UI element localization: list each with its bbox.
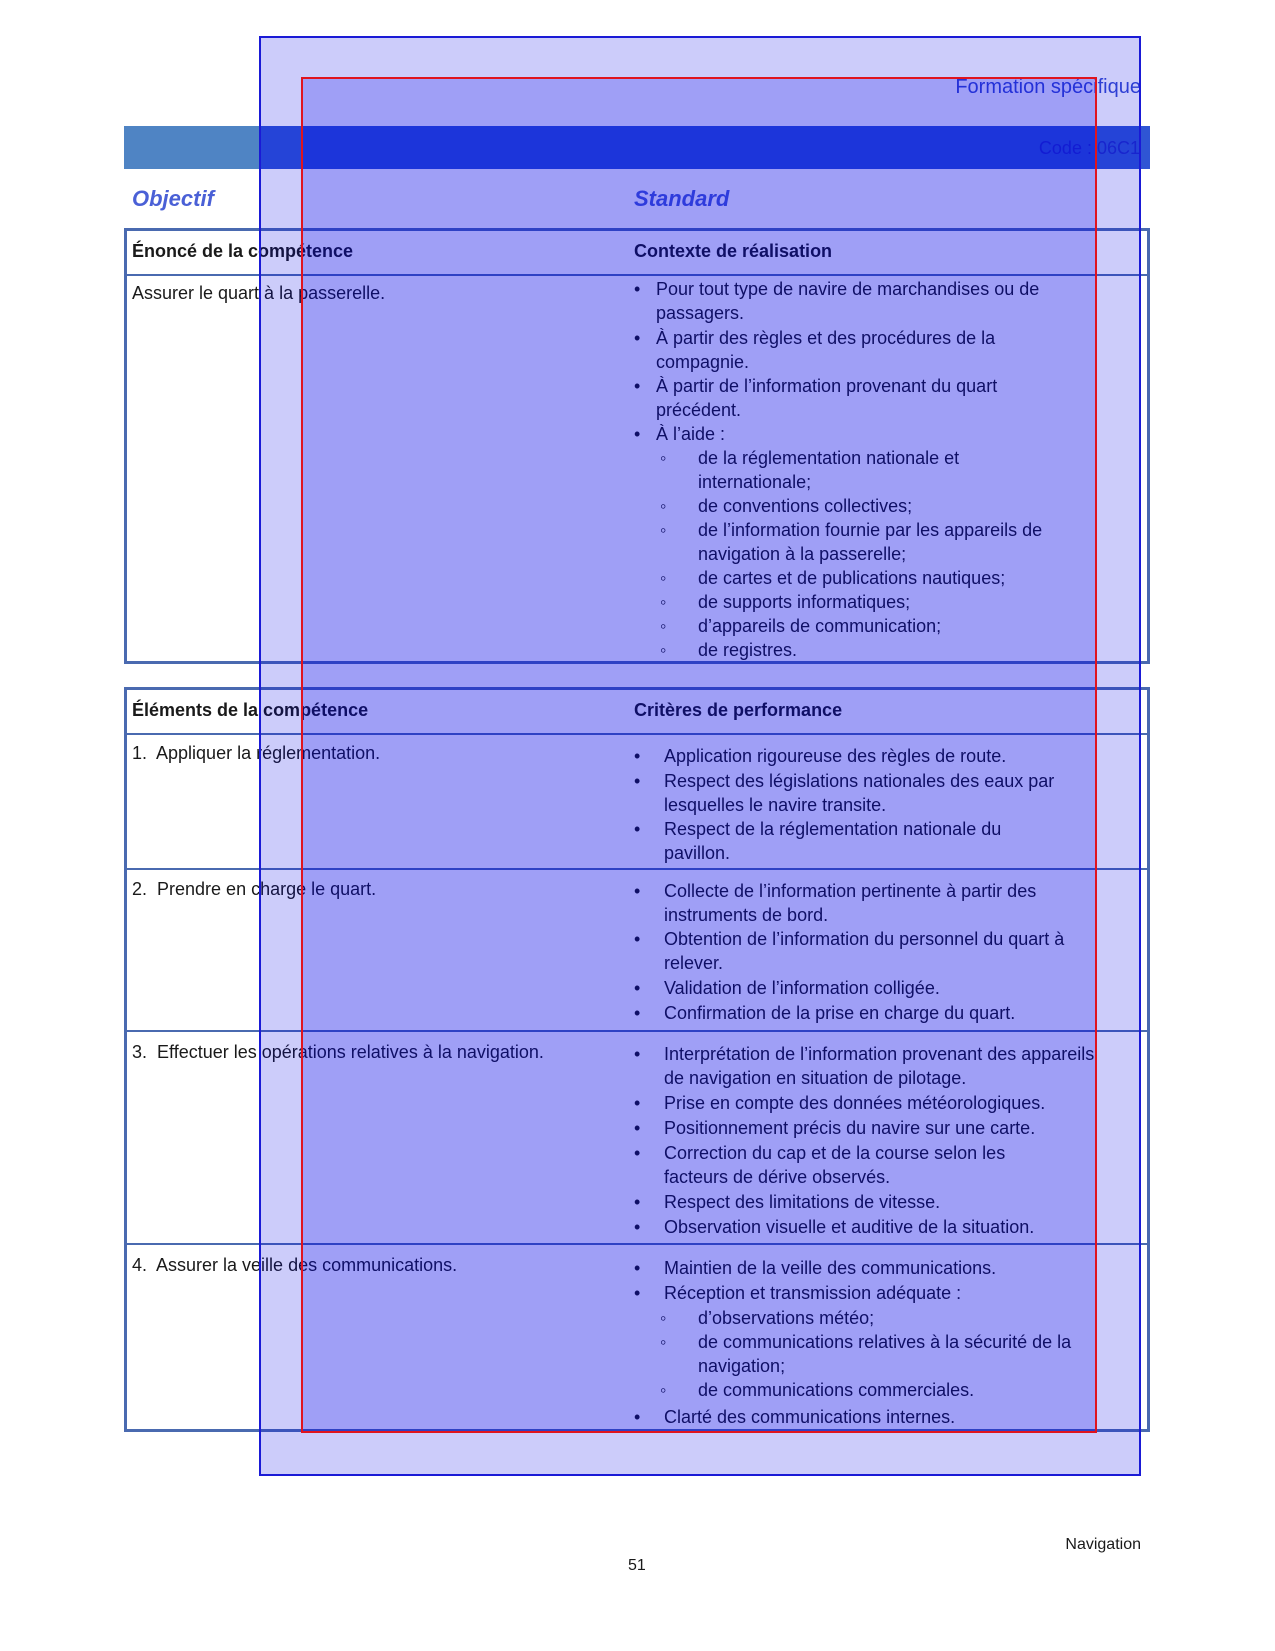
- aid-item: ◦ d’appareils de communication;: [660, 616, 942, 636]
- criterion-item: • Respect de la réglementation nationale du pavillon.: [634, 819, 1002, 863]
- aid-item: ◦ de registres.: [660, 640, 798, 660]
- bullet-icon: •: [634, 1217, 641, 1237]
- bullet-icon: •: [634, 376, 641, 396]
- criterion-item: • Respect des législations nationales des eaux par lesquelles le navire transite.: [634, 771, 1055, 815]
- aid-item: ◦ de cartes et de publications nautiques;: [660, 568, 1006, 588]
- bullet-icon: •: [634, 978, 641, 998]
- sub-criterion-item: ◦ d’observations météo;: [660, 1308, 875, 1328]
- bullet-icon: •: [634, 424, 641, 444]
- bullet-icon: •: [634, 1044, 641, 1064]
- sub-bullet-icon: ◦: [660, 640, 667, 660]
- sub-bullet-icon: ◦: [660, 616, 667, 636]
- context-item: • À partir des règles et des procédures de la compagnie.: [634, 328, 996, 372]
- criterion-item: • Collecte de l’information pertinente à partir des instruments de bord.: [634, 881, 1037, 925]
- bullet-icon: •: [634, 1258, 641, 1278]
- bullet-icon: •: [634, 279, 641, 299]
- context-header: Contexte de réalisation: [634, 241, 833, 261]
- bullet-icon: •: [634, 1093, 641, 1113]
- context-item: • Pour tout type de navire de marchandises ou de passagers.: [634, 279, 1040, 323]
- criterion-item: • Confirmation de la prise en charge du quart.: [634, 1003, 1016, 1023]
- criterion-item: • Interprétation de l’information provenant des appareils de navigation en situation de pilotage.: [634, 1044, 1095, 1088]
- element-1: 1. Appliquer la réglementation.: [132, 743, 381, 763]
- criterion-item: • Respect des limitations de vitesse.: [634, 1192, 941, 1212]
- bullet-icon: •: [634, 1407, 641, 1427]
- competence-statement-header: Énoncé de la compétence: [132, 241, 354, 261]
- criterion-item: • Obtention de l’information du personnel du quart à relever.: [634, 929, 1065, 973]
- context-item: • À l’aide :: [634, 424, 726, 444]
- aid-item: ◦ de conventions collectives;: [660, 496, 913, 516]
- sub-bullet-icon: ◦: [660, 1380, 667, 1400]
- sub-bullet-icon: ◦: [660, 592, 667, 612]
- bullet-icon: •: [634, 1283, 641, 1303]
- page-number: 51: [628, 1557, 646, 1574]
- annotation-region-inner: [301, 77, 1097, 1433]
- criterion-item: • Réception et transmission adéquate :: [634, 1283, 962, 1303]
- bullet-icon: •: [634, 1143, 641, 1163]
- formation-label: Formation spécifique: [955, 76, 1141, 98]
- sub-bullet-icon: ◦: [660, 496, 667, 516]
- bullet-icon: •: [634, 746, 641, 766]
- bullet-icon: •: [634, 328, 641, 348]
- criterion-item: • Application rigoureuse des règles de route.: [634, 746, 1007, 766]
- sub-criterion-item: ◦ de communications commerciales.: [660, 1380, 975, 1400]
- criterion-item: • Validation de l’information colligée.: [634, 978, 940, 998]
- aid-item: ◦ de supports informatiques;: [660, 592, 911, 612]
- bullet-icon: •: [634, 1003, 641, 1023]
- criterion-item: • Positionnement précis du navire sur une carte.: [634, 1118, 1036, 1138]
- sub-bullet-icon: ◦: [660, 520, 667, 540]
- bullet-icon: •: [634, 771, 641, 791]
- sub-bullet-icon: ◦: [660, 568, 667, 588]
- standard-heading: Standard: [634, 186, 730, 211]
- bullet-icon: •: [634, 1118, 641, 1138]
- criteria-header: Critères de performance: [634, 700, 843, 720]
- objectif-heading: Objectif: [132, 186, 214, 211]
- bullet-icon: •: [634, 1192, 641, 1212]
- criterion-item: • Prise en compte des données météorologiques.: [634, 1093, 1046, 1113]
- element-2: 2. Prendre en charge le quart.: [132, 879, 377, 899]
- elements-header: Éléments de la compétence: [132, 700, 369, 720]
- sub-bullet-icon: ◦: [660, 1308, 667, 1328]
- footer-section: Navigation: [1065, 1536, 1141, 1553]
- criterion-item: • Correction du cap et de la course selon les facteurs de dérive observés.: [634, 1143, 1006, 1187]
- criterion-item: • Observation visuelle et auditive de la situation.: [634, 1217, 1035, 1237]
- sub-bullet-icon: ◦: [660, 1332, 667, 1352]
- context-item: • À partir de l’information provenant du quart précédent.: [634, 376, 998, 420]
- sub-criterion-item: ◦ de communications relatives à la sécurité de la navigation;: [660, 1332, 1072, 1376]
- bullet-icon: •: [634, 881, 641, 901]
- element-4: 4. Assurer la veille des communications.: [132, 1255, 458, 1275]
- aid-item: ◦ de la réglementation nationale et internationale;: [660, 448, 960, 492]
- element-3: 3. Effectuer les opérations relatives à la navigation.: [132, 1042, 544, 1062]
- competence-statement: Assurer le quart à la passerelle.: [132, 283, 386, 303]
- bullet-icon: •: [634, 929, 641, 949]
- bullet-icon: •: [634, 819, 641, 839]
- criterion-item: • Maintien de la veille des communications.: [634, 1258, 997, 1278]
- aid-item: ◦ de l’information fournie par les appareils de navigation à la passerelle;: [660, 520, 1043, 564]
- competency-code: Code : 06C1: [1038, 138, 1140, 158]
- criterion-item: • Clarté des communications internes.: [634, 1407, 956, 1427]
- sub-bullet-icon: ◦: [660, 448, 667, 468]
